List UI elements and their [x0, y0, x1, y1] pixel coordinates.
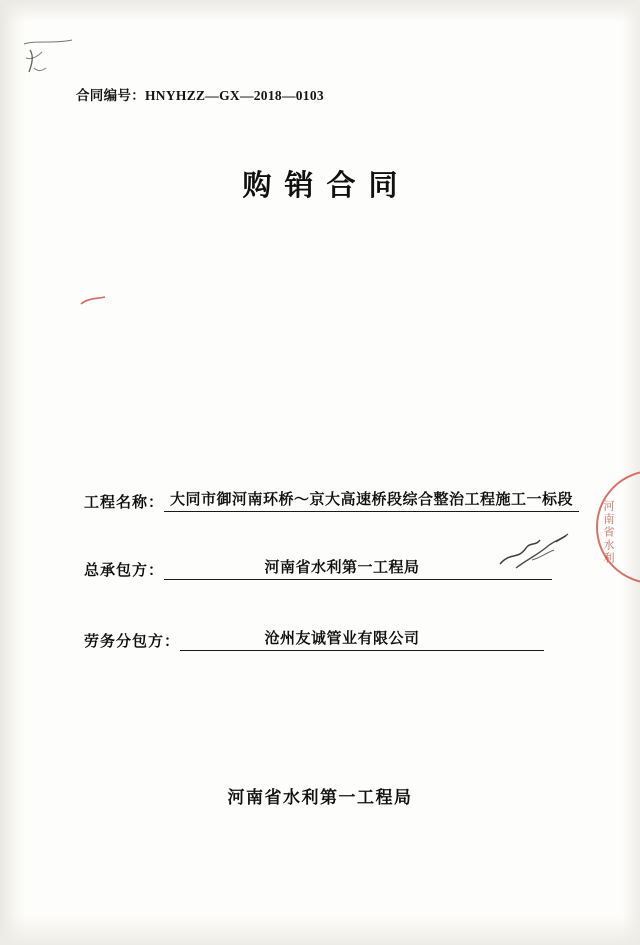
field-labor-subcontractor [84, 627, 544, 651]
scan-edge-shadow-bottom [0, 915, 640, 945]
field-project-name-value[interactable]: 大同市御河南环桥～京大高速桥段综合整治工程施工一标段 [164, 488, 579, 512]
footer-organization: 河南省水利第一工程局 [227, 788, 413, 808]
field-labor-subcontractor-label: 劳务分包方： [84, 632, 181, 650]
page-title: 购销合同 [242, 168, 411, 202]
contract-number: 合同编号：HNYHZZ—GX—2018—0103 [76, 88, 324, 103]
field-project-name [84, 488, 579, 512]
field-labor-subcontractor-value[interactable]: 沧州友诚管业有限公司 [180, 627, 544, 651]
field-general-contractor [84, 556, 552, 580]
scan-edge-shadow-top [0, 0, 640, 22]
stamp-text: 河南省水利 [602, 500, 615, 565]
field-project-name-label: 工程名称： [84, 493, 165, 511]
official-red-stamp-icon [596, 470, 640, 586]
field-general-contractor-value[interactable]: 河南省水利第一工程局 [164, 556, 552, 580]
field-general-contractor-label: 总承包方： [84, 561, 165, 579]
red-pen-mark-icon [80, 296, 106, 306]
handwritten-scribble-icon [20, 38, 94, 82]
